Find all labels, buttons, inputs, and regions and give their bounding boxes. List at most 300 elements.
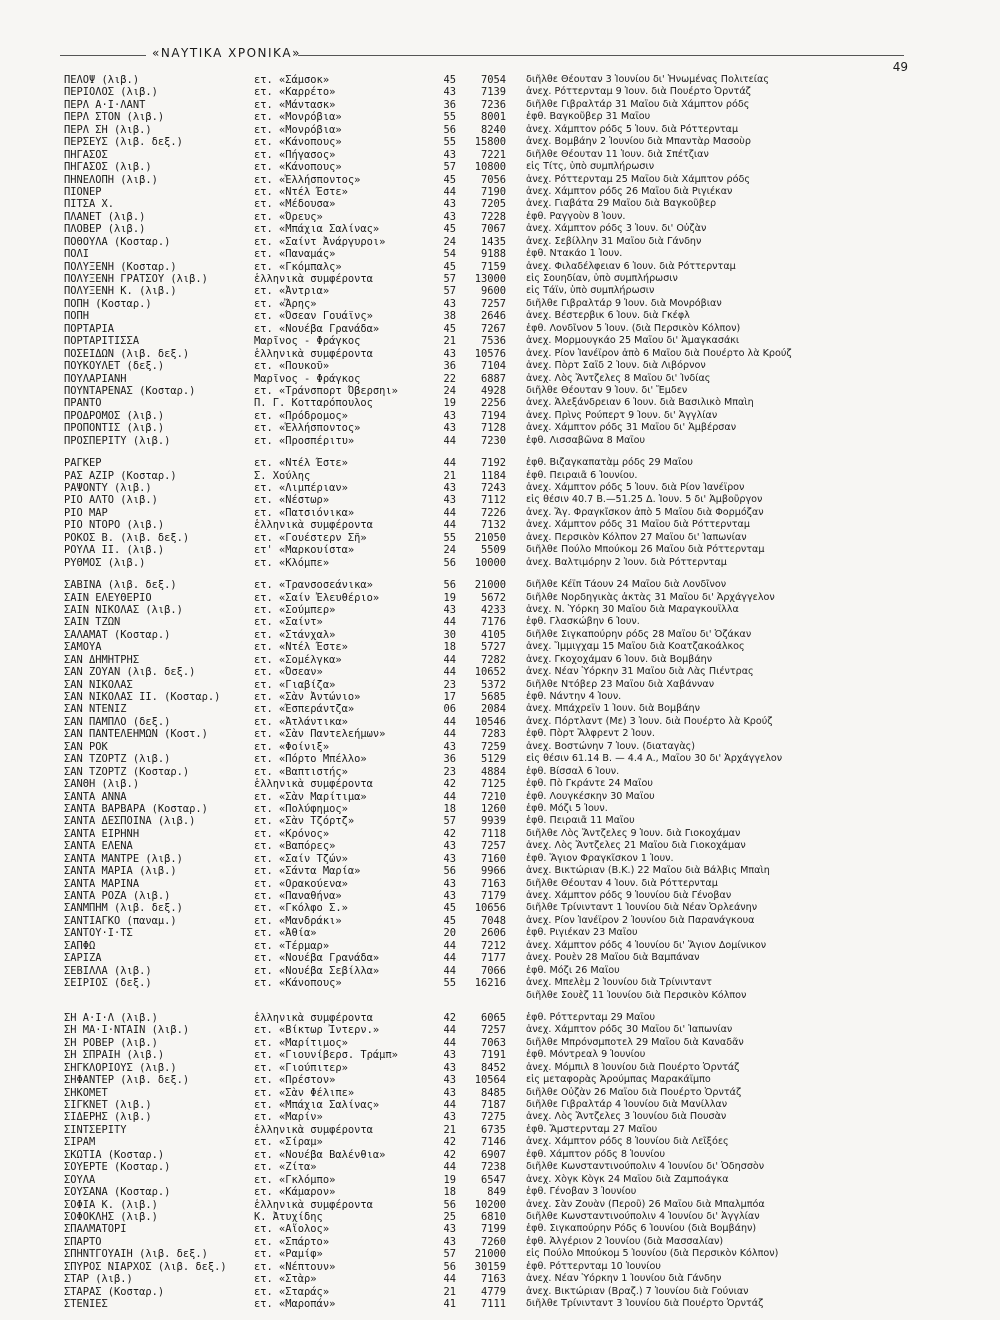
flag-code: 43 bbox=[443, 890, 456, 902]
list-item bbox=[64, 778, 944, 790]
shipowner: ετ. «Παναθήνα» bbox=[254, 890, 342, 902]
tonnage: 7221 bbox=[480, 148, 506, 161]
ship-name: ΣΑΝΤΑ ΕΛΕΝΑ bbox=[64, 840, 133, 853]
flag-code: 43 bbox=[443, 297, 456, 310]
tonnage: 7054 bbox=[480, 74, 506, 86]
ship-name: ΠΙΤΣΑ Χ. bbox=[64, 198, 115, 211]
list-item bbox=[64, 422, 944, 434]
list-item bbox=[64, 532, 944, 544]
shipowner: ετ. «Ορακούενα» bbox=[254, 877, 348, 890]
list-item bbox=[64, 360, 944, 372]
flag-code: 56 bbox=[443, 123, 456, 136]
list-item bbox=[64, 579, 944, 591]
position-info: ἐφθ. Σιγκαπούρην Ρόδς 6 Ἰουνίου (διὰ Βομβάην) bbox=[526, 1223, 757, 1235]
shipowner: ετ. «Νέπτουν» bbox=[254, 1260, 336, 1273]
ship-name: ΠΗΝΕΛΟΠΗ (λιβ.) bbox=[64, 173, 158, 186]
list-item bbox=[64, 691, 944, 703]
list-item bbox=[64, 766, 944, 778]
flag-code: 44 bbox=[443, 790, 456, 803]
flag-code: 36 bbox=[443, 98, 456, 111]
tonnage: 2646 bbox=[480, 310, 506, 323]
flag-code: 18 bbox=[443, 1186, 456, 1199]
shipowner: ετ. «Τέρμαρ» bbox=[254, 939, 330, 952]
position-info: ἐφθ. Πὸ Γκράντε 24 Μαΐου bbox=[526, 778, 653, 790]
position-info: εἰς θέσιν 61.14 Β. — 4.4 Α., Μαΐου 30 δι' Ἀρχάγγελον bbox=[526, 753, 783, 765]
list-item bbox=[64, 174, 944, 186]
ship-name: ΣΑΝ ΝΙΚΟΛΑΣ ΙΙ. (Κοσταρ.) bbox=[64, 691, 221, 703]
position-info: ἀνεχ. Γιαβάτα 29 Μαΐου διὰ Βαγκοῦβερ bbox=[526, 198, 717, 210]
flag-code: 18 bbox=[443, 802, 456, 815]
flag-code: 57 bbox=[443, 1248, 456, 1261]
flag-code: 43 bbox=[443, 1049, 456, 1062]
list-item bbox=[64, 385, 944, 397]
shipowner: ετ. «Τρανσοσεάνικα» bbox=[254, 579, 373, 592]
tonnage bbox=[456, 990, 510, 1002]
ship-name: ΠΟΡΤΑΡΙΑ bbox=[64, 322, 115, 335]
ship-name: ΠΟΛΥΞΕΝΗ Κ. (λιβ.) bbox=[64, 285, 177, 298]
list-item bbox=[64, 1099, 944, 1111]
flag-code: 43 bbox=[443, 740, 456, 753]
list-item bbox=[64, 1211, 944, 1223]
ship-name: ΣΙΔΕΡΗΣ (λιβ.) bbox=[64, 1111, 152, 1124]
list-item bbox=[64, 124, 944, 136]
position-info: διῆλθε Σουὲζ 11 Ἰουνίου διὰ Περσικὸν Κόλπον bbox=[526, 989, 747, 1001]
ship-name: ΠΟΡΤΑΡΙΤΙΣΣΑ bbox=[64, 335, 140, 348]
shipowner: ετ. «Κλόμπε» bbox=[254, 556, 330, 569]
flag-code: 42 bbox=[443, 827, 456, 840]
list-item bbox=[64, 815, 944, 827]
position-info: ἐφθ. Πειραιᾶ 6 Ἰουνίου. bbox=[526, 469, 638, 481]
list-item bbox=[64, 323, 944, 335]
flag-code: 43 bbox=[443, 1223, 456, 1236]
list-item bbox=[64, 470, 944, 482]
tonnage: 5672 bbox=[480, 591, 506, 604]
flag-code: 45 bbox=[443, 74, 456, 86]
ship-name: ΣΑΝ ΤΖΟΡΤΖ (Κοσταρ.) bbox=[64, 765, 190, 778]
position-info: εἰς Σουηδίαν, ὑπὸ συμπλήρωσιν bbox=[526, 273, 678, 284]
flag-code: 44 bbox=[443, 616, 456, 629]
ship-name: ΡΑΨΟΝΤΥ (λιβ.) bbox=[64, 482, 152, 494]
position-info: ἀνεχ. Χάμπτον ρόδς 9 Ἰουνίου διὰ Γένοβαν bbox=[526, 890, 732, 901]
ship-name: ΠΛΟΒΕΡ (λιβ.) bbox=[64, 223, 146, 236]
position-info: διῆλθε Σιγκαπούρην ρόδς 28 Μαΐου δι' Ὀζάκαν bbox=[526, 628, 752, 640]
tonnage: 7230 bbox=[480, 434, 506, 447]
list-item bbox=[64, 1286, 944, 1298]
tonnage: 7139 bbox=[480, 86, 506, 99]
shipowner: ετ. «Μπάχια Σαλίνας» bbox=[254, 223, 380, 236]
ship-name: ΣΑΠΦΩ bbox=[64, 939, 96, 952]
tonnage: 8001 bbox=[480, 111, 506, 124]
flag-code: 24 bbox=[443, 235, 456, 248]
shipowner: ετ. «Σπάρτο» bbox=[254, 1235, 330, 1248]
position-info: ἀνεχ. Χάμπτον ρόδς 31 Μαΐου δι' Ἀμβέρσαν bbox=[526, 422, 737, 434]
ship-name: ΣΑΝ ΠΑΜΠΛΟ (δεξ.) bbox=[64, 715, 171, 728]
list-item bbox=[64, 435, 944, 447]
shipowner: ετ. «Έσπεράντζα» bbox=[254, 703, 355, 716]
ship-name: ΣΗ ΣΠΡΑΙΗ (λιβ.) bbox=[64, 1049, 165, 1062]
ship-name: ΣΑΜΟΥΑ bbox=[64, 641, 102, 654]
tonnage: 10000 bbox=[474, 556, 506, 569]
shipowner: ετ. «Παναμάς» bbox=[254, 248, 336, 261]
tonnage: 30159 bbox=[474, 1260, 506, 1273]
list-item bbox=[64, 285, 944, 297]
flag-code: 42 bbox=[443, 778, 456, 791]
position-info: διῆλθε Γιβραλτάρ 31 Μαΐου διὰ Χάμπτον ρόδς bbox=[526, 98, 750, 110]
shipowner: ετ. «Βίκτωρ Ἰντερν.» bbox=[254, 1024, 380, 1037]
ship-name: ΣΑΝΘΗ (λιβ.) bbox=[64, 778, 140, 791]
list-item bbox=[64, 902, 944, 914]
position-info: ἐφθ. Ἅγιον Φραγκῖσκον 1 Ἰουν. bbox=[526, 852, 674, 864]
ship-name: ΣΠΑΡΤΟ bbox=[64, 1235, 102, 1248]
ship-name: ΣΑΡΙΖΑ bbox=[64, 952, 102, 965]
shipowner: ετ. «Σάμσοκ» bbox=[254, 74, 330, 86]
shipowner: ετ. «Ντέλ Έστε» bbox=[254, 641, 348, 654]
list-item bbox=[64, 1248, 944, 1260]
list-item bbox=[64, 716, 944, 728]
position-info: ἐφθ. Ραγγοὺν 8 Ἰουν. bbox=[526, 210, 626, 222]
ship-name: ΣΑΝ ΝΙΚΟΛΑΣ bbox=[64, 678, 133, 691]
flag-code: 44 bbox=[443, 952, 456, 965]
ship-name: ΣΑΝ ΠΑΝΤΕΛΕΗΜΩΝ (Κοστ.) bbox=[64, 728, 208, 741]
flag-code: 55 bbox=[443, 531, 456, 544]
flag-code: 43 bbox=[443, 1111, 456, 1124]
shipowner: ετ. «Μέδουσα» bbox=[254, 198, 336, 211]
flag-code: 44 bbox=[443, 434, 456, 447]
flag-code: 44 bbox=[443, 1273, 456, 1286]
flag-code: 44 bbox=[443, 715, 456, 728]
position-info: ἀνεχ. Φιλαδέλφειαν 6 Ἰουν. διὰ Ρόττερνταμ bbox=[526, 260, 736, 272]
flag-code: 55 bbox=[443, 136, 456, 149]
tonnage: 7257 bbox=[480, 840, 506, 853]
list-item bbox=[64, 1174, 944, 1186]
shipowner: ετ. «Μανδράκι» bbox=[254, 914, 342, 927]
ship-name: ΠΕΡΛ ΣΗ (λιβ.) bbox=[64, 123, 152, 136]
position-info: ἀνεχ. Ρόττερνταμ 25 Μαΐου διὰ Χάμπτον ρόδς bbox=[526, 173, 750, 185]
position-info: ἐφθ. Πὸρτ Ἄλφρεντ 2 Ἰουν. bbox=[526, 728, 655, 740]
list-item bbox=[64, 1037, 944, 1049]
header-rule-right bbox=[298, 55, 904, 56]
tonnage: 10546 bbox=[474, 715, 506, 728]
flag-code: 43 bbox=[443, 347, 456, 360]
tonnage: 6907 bbox=[480, 1148, 506, 1161]
list-item bbox=[64, 1161, 944, 1173]
list-item bbox=[64, 348, 944, 360]
ship-name: ΣΕΙΡΙΟΣ (δεξ.) bbox=[64, 977, 152, 990]
position-info: διῆλθε Μπρόνσμποτελ 29 Μαΐου διὰ Καναδᾶν bbox=[526, 1036, 744, 1048]
shipowner: ετ. «Σὰν Ἀντώνιο» bbox=[254, 691, 361, 703]
shipowner: ετ. «Μπάχια Σαλίνας» bbox=[254, 1099, 380, 1111]
list-item bbox=[64, 1149, 944, 1161]
flag-code: 41 bbox=[443, 1298, 456, 1310]
list-item bbox=[64, 298, 944, 310]
list-item bbox=[64, 977, 944, 989]
shipowner: ετ. «Μαρίν» bbox=[254, 1111, 323, 1124]
tonnage: 7125 bbox=[480, 778, 506, 791]
ship-name: ΣΠΥΡΟΣ ΝΙΑΡΧΟΣ (λιβ. δεξ.) bbox=[64, 1260, 227, 1273]
position-info: διῆλθε Λὸς Ἄντζελες 9 Ἰουν. διὰ Γιοκοχάμαν bbox=[526, 827, 741, 839]
tonnage: 7163 bbox=[480, 877, 506, 890]
shipowner: ετ. «Λιμπέριαν» bbox=[254, 482, 348, 494]
shipowner: ετ. «Κάμαρον» bbox=[254, 1186, 336, 1199]
shipowner: ετ. «Σαίντ Ἀνάργυροι» bbox=[254, 235, 386, 248]
tonnage: 4233 bbox=[480, 603, 506, 616]
position-info: εἰς θέσιν 40.7 Β.—51.25 Δ. Ἰουν. 5 δι' Ἀμβοῦργον bbox=[526, 494, 763, 506]
position-info: ἐφθ. Μόντρεαλ 9 Ἰουνίου bbox=[526, 1049, 646, 1061]
shipowner: ετ. «Μονρόβια» bbox=[254, 111, 342, 124]
tonnage: 8452 bbox=[480, 1061, 506, 1074]
ship-name: ΣΑΒΙΝΑ (λιβ. δεξ.) bbox=[64, 579, 177, 592]
position-info: ἀνεχ. Μπάχρεϊν 1 Ἰουν. διὰ Βομβάην bbox=[526, 703, 700, 715]
shipowner: ἑλληνικὰ συμφέροντα bbox=[254, 347, 373, 360]
position-info: ἀνεχ. Βικτώριαν (Βραζ.) 7 Ἰουνίου διὰ Γούνιαν bbox=[526, 1285, 749, 1297]
header-rule-left bbox=[60, 55, 146, 56]
ship-name: ΡΟΚΟΣ Β. (λιβ. δεξ.) bbox=[64, 531, 190, 544]
position-info: διῆλθε Θέουταν 11 Ἰουν. διὰ Σπέτζιαν bbox=[526, 148, 709, 160]
tonnage: 7067 bbox=[480, 223, 506, 236]
position-info: ἀνεχ. Νέαν Ὑόρκην 1 Ἰουνίου διὰ Γάνδην bbox=[526, 1273, 722, 1285]
shipowner: ετ. «Νουέβα Σεβίλλα» bbox=[254, 964, 380, 977]
ship-name: ΣΗΦΑΝΤΕΡ (λιβ. δεξ.) bbox=[64, 1074, 190, 1087]
position-info: ἀνεχ. Ρίον Ἰανέϊρον ἀπὸ 6 Μαΐου διὰ Πουέρτο λὰ Κρούζ bbox=[526, 347, 792, 359]
tonnage: 8240 bbox=[480, 123, 506, 136]
list-item bbox=[64, 679, 944, 691]
position-info: ἀνεχ. Βαλτιμόρην 2 Ἰουν. διὰ Ρόττερνταμ bbox=[526, 556, 727, 568]
flag-code: 43 bbox=[443, 494, 456, 507]
tonnage: 7194 bbox=[480, 409, 506, 422]
ship-name: ΠΟΥΝΤΑΡΕΝΑΣ (Κοσταρ.) bbox=[64, 384, 196, 397]
tonnage: 7236 bbox=[480, 98, 506, 111]
shipowner: ετ. «Μονρόβια» bbox=[254, 123, 342, 136]
shipowner: ετ. «Ντέλ Έστε» bbox=[254, 457, 348, 470]
flag-code: 44 bbox=[443, 939, 456, 952]
tonnage: 7187 bbox=[480, 1099, 506, 1111]
ship-name: ΣΑΝΤΑ ΜΑΝΤΡΕ (λιβ.) bbox=[64, 852, 183, 865]
tonnage: 4928 bbox=[480, 384, 506, 397]
flag-code: 45 bbox=[443, 173, 456, 186]
ship-group bbox=[64, 579, 944, 1002]
position-info: ἀνεχ. Βέστερβικ 6 Ἰουν. διὰ Γκέφλ bbox=[526, 310, 690, 322]
list-item bbox=[64, 198, 944, 210]
flag-code: 44 bbox=[443, 666, 456, 679]
tonnage: 4779 bbox=[480, 1285, 506, 1298]
ship-name: ΡΙΟ ΜΑΡ bbox=[64, 506, 108, 519]
position-info: ἐφθ. Βιζαγκαπατὰμ ρόδς 29 Μαΐου bbox=[526, 457, 693, 469]
ship-name: ΣΑΝ ΖΟΥΑΝ (λιβ. δεξ.) bbox=[64, 666, 196, 679]
position-info: διῆλθε Κωνσταντινούπολιν 4 Ἰουνίου δι' Ἀγγλίαν bbox=[526, 1210, 760, 1222]
ship-name: ΠΡΟΔΡΟΜΟΣ (λιβ.) bbox=[64, 409, 165, 422]
flag-code: 24 bbox=[443, 544, 456, 557]
shipowner: ετ. «Γουέστερν Σῆ» bbox=[254, 531, 367, 544]
list-item bbox=[64, 1298, 944, 1310]
list-item bbox=[64, 86, 944, 98]
flag-code: 57 bbox=[443, 285, 456, 298]
list-item bbox=[64, 261, 944, 273]
ship-name: ΣΑΝΤΑ ΒΑΡΒΑΡΑ (Κοσταρ.) bbox=[64, 802, 208, 815]
list-item bbox=[64, 604, 944, 616]
flag-code: 23 bbox=[443, 765, 456, 778]
flag-code: 54 bbox=[443, 248, 456, 261]
tonnage: 7104 bbox=[480, 360, 506, 373]
position-info: ἐφθ. Πειραιᾶ 11 Μαΐου bbox=[526, 815, 635, 827]
position-info: διῆλθε Οὐζὰν 26 Μαΐου διὰ Πουέρτο Ὀρντάζ bbox=[526, 1086, 742, 1098]
ship-name: ΣΠΗΝΤΓΟΥΑΙΗ (λιβ. δεξ.) bbox=[64, 1248, 208, 1261]
list-item bbox=[64, 703, 944, 715]
position-info: ἀνεχ. Γκοχοχάμαν 6 Ἰουν. διὰ Βομβάην bbox=[526, 653, 713, 665]
list-item bbox=[64, 74, 944, 86]
list-item bbox=[64, 494, 944, 506]
ship-name: ΠΕΡΛ Α·Ι·ΛΑΝΤ bbox=[64, 98, 146, 111]
shipowner: ετ. «Γιαβίζα» bbox=[254, 678, 336, 691]
position-info: διῆλθε Γιβραλτάρ 9 Ἰουν. διὰ Μονρόβιαν bbox=[526, 297, 722, 309]
list-item bbox=[64, 1074, 944, 1086]
list-item bbox=[64, 335, 944, 347]
list-item bbox=[64, 915, 944, 927]
shipowner: ετ. «Γιουνίβερσ. Τράμπ» bbox=[254, 1049, 398, 1062]
ship-name: ΣΑΝΤΑ ΑΝΝΑ bbox=[64, 790, 127, 803]
flag-code: 43 bbox=[443, 1074, 456, 1087]
ship-name: ΡΥΘΜΟΣ (λιβ.) bbox=[64, 556, 146, 569]
tonnage: 7111 bbox=[480, 1298, 506, 1310]
ship-name: ΣΑΝΤΑ ΡΟΖΑ (λιβ.) bbox=[64, 890, 171, 902]
position-info: ἐφθ. Ριγιέκαν 23 Μαΐου bbox=[526, 927, 638, 939]
tonnage: 10564 bbox=[474, 1074, 506, 1087]
position-info: ἀνεχ. Νέαν Ὑόρκην 31 Μαΐου διὰ Λὰς Πιέντρας bbox=[526, 666, 754, 678]
list-item bbox=[64, 1087, 944, 1099]
list-item bbox=[64, 457, 944, 469]
flag-code: 44 bbox=[443, 1099, 456, 1111]
ship-name: ΡΟΥΛΑ ΙΙ. (λιβ.) bbox=[64, 544, 165, 557]
ship-name: ΣΑΙΝ ΕΛΕΥΘΕΡΙΟ bbox=[64, 591, 152, 604]
tonnage: 4105 bbox=[480, 628, 506, 641]
flag-code: 44 bbox=[443, 653, 456, 666]
shipowner: ετ. «Σίραμ» bbox=[254, 1136, 323, 1149]
flag-code: 22 bbox=[443, 372, 456, 385]
shipowner: ετ. «Σταράς» bbox=[254, 1285, 330, 1298]
ship-name: ΣΑΝ ΝΤΕΝΙΖ bbox=[64, 703, 127, 716]
list-item bbox=[64, 629, 944, 641]
shipowner: ἑλληνικὰ συμφέροντα bbox=[254, 519, 373, 532]
ship-name: ΠΟΛΥΞΕΝΗ (Κοσταρ.) bbox=[64, 260, 177, 273]
ship-name: ΠΗΓΑΣΟΣ (λιβ.) bbox=[64, 161, 152, 174]
flag-code: 44 bbox=[443, 1036, 456, 1049]
tonnage: 5685 bbox=[480, 691, 506, 703]
shipowner: ετ. «Όρευς» bbox=[254, 210, 323, 223]
flag-code: 24 bbox=[443, 384, 456, 397]
ship-group bbox=[64, 457, 944, 569]
flag-code: 21 bbox=[443, 335, 456, 348]
tonnage: 7048 bbox=[480, 914, 506, 927]
tonnage: 10656 bbox=[474, 902, 506, 915]
shipowner: ετ. «Ἑλλήσποντος» bbox=[254, 422, 361, 435]
flag-code: 36 bbox=[443, 360, 456, 373]
shipowner: ετ. «Καρρέτο» bbox=[254, 86, 336, 99]
flag-code: 43 bbox=[443, 86, 456, 99]
position-info: διῆλθε Κωνσταντινούπολιν 4 Ἰουνίου δι' Ὀδησσὸν bbox=[526, 1161, 765, 1173]
tonnage: 7238 bbox=[480, 1161, 506, 1174]
shipowner: ετ. «Ἑλλήσποντος» bbox=[254, 173, 361, 186]
flag-code: 56 bbox=[443, 1198, 456, 1211]
tonnage: 7275 bbox=[480, 1111, 506, 1124]
position-info: διῆλθε Θέουταν 9 Ἰουν. δι' Ἔμδεν bbox=[526, 384, 688, 396]
shipowner: ἑλληνικὰ συμφέροντα bbox=[254, 778, 373, 791]
shipowner: ἑλληνικὰ συμφέροντα bbox=[254, 273, 373, 285]
ship-name: ΣΙΓΚΝΕΤ (λιβ.) bbox=[64, 1099, 152, 1111]
flag-code: 17 bbox=[443, 691, 456, 703]
ship-name: ΠΡΟΣΠΕΡΙΤΥ (λιβ.) bbox=[64, 434, 171, 447]
tonnage: 7177 bbox=[480, 952, 506, 965]
position-info: ἐφθ. Ἀλγέριον 2 Ἰουνίου (διὰ Μασσαλίαν) bbox=[526, 1235, 724, 1247]
position-info: ἀνεχ. Λὸς Ἄντζελες 21 Μαΐου διὰ Γιοκοχάμαν bbox=[526, 840, 746, 852]
tonnage: 7192 bbox=[480, 457, 506, 470]
position-info: ἀνεχ. Μπελὲμ 2 Ἰουνίου διὰ Τρίνινταντ bbox=[526, 977, 712, 989]
page-number: 49 bbox=[892, 60, 908, 74]
position-info: ἀνεχ. Χὸγκ Κὸγκ 24 Μαΐου διὰ Ζαμποάγκα bbox=[526, 1173, 729, 1185]
list-item bbox=[64, 853, 944, 865]
ship-name: ΣΤΑΡΑΣ (Κοσταρ.) bbox=[64, 1285, 165, 1298]
tonnage: 7205 bbox=[480, 198, 506, 211]
tonnage: 7190 bbox=[480, 185, 506, 198]
ship-name: ΠΡΟΠΟΝΤΙΣ (λιβ.) bbox=[64, 422, 165, 435]
list-item bbox=[64, 666, 944, 678]
tonnage: 849 bbox=[487, 1186, 506, 1199]
position-info: ἀνεχ. Χάμπτον ρόδς 31 Μαΐου διὰ Ρόττερνταμ bbox=[526, 519, 750, 531]
tonnage: 7112 bbox=[480, 494, 506, 507]
shipowner: ετ. «Σὰν Μαρίτιμα» bbox=[254, 790, 367, 803]
ship-name: ΠΟΛΙ bbox=[64, 248, 90, 261]
ship-name: ΣΗ ΡΟΒΕΡ (λιβ.) bbox=[64, 1036, 158, 1049]
shipowner: Μαρῖνος - Φράγκος bbox=[254, 372, 361, 385]
tonnage: 7056 bbox=[480, 173, 506, 186]
position-info: διῆλθε Πούλο Μπούκομ 26 Μαΐου διὰ Ρόττερνταμ bbox=[526, 544, 765, 556]
shipowner: Κ. Ἀτυχίδης bbox=[254, 1210, 323, 1223]
position-info: ἀνεχ. Βικτώριαν (Β.Κ.) 22 Μαΐου διὰ Βάλβις Μπαὶη bbox=[526, 865, 770, 877]
ship-name: ΠΟΥΚΟΥΛΕΤ (δεξ.) bbox=[64, 360, 165, 373]
position-info: ἀνεχ. Μόμπιλ 8 Ἰουνίου διὰ Πουέρτο Ὀρντάζ bbox=[526, 1061, 740, 1073]
position-info: ἀνεχ. Χάμπτον ρόδς 5 Ἰουν. διὰ Ρόττερνταμ bbox=[526, 123, 739, 135]
flag-code: 43 bbox=[443, 840, 456, 853]
tonnage: 7257 bbox=[480, 1024, 506, 1037]
shipowner: ετ. «Βαπόρες» bbox=[254, 840, 336, 853]
flag-code: 06 bbox=[443, 703, 456, 716]
list-item bbox=[64, 482, 944, 494]
shipowner: ετ. «Σὰν Παντελεήμων» bbox=[254, 728, 386, 741]
flag-code: 43 bbox=[443, 1061, 456, 1074]
position-info: ἐφθ. Ἄμστερνταμ 27 Μαΐου bbox=[526, 1123, 658, 1135]
shipowner: ετ. «Σὰν Φέλιπε» bbox=[254, 1086, 355, 1099]
list-item bbox=[64, 865, 944, 877]
shipowner: ετ. «Σὰν Τζόρτζ» bbox=[254, 815, 355, 828]
list-item bbox=[64, 373, 944, 385]
tonnage: 5727 bbox=[480, 641, 506, 654]
position-info: ἀνεχ. Βομβάην 2 Ἰουνίου διὰ Μπαντὰρ Μασοὺρ bbox=[526, 136, 751, 148]
ship-name: ΣΠΑΛΜΑΤΟΡΙ bbox=[64, 1223, 127, 1236]
flag-code: 19 bbox=[443, 397, 456, 410]
list-item bbox=[64, 741, 944, 753]
shipowner: ετ. «Όσεαν Γουάϊνς» bbox=[254, 310, 373, 323]
list-item bbox=[64, 654, 944, 666]
shipowner: ετ. «Νουέβα Βαλένθια» bbox=[254, 1148, 386, 1161]
shipowner: ετ. «Γκλόμπο» bbox=[254, 1173, 336, 1186]
flag-code: 45 bbox=[443, 322, 456, 335]
flag-code: 44 bbox=[443, 1024, 456, 1037]
tonnage: 7132 bbox=[480, 519, 506, 532]
ship-name: ΣΑΝΤΟΥ·Ι·ΤΣ bbox=[64, 927, 133, 940]
tonnage: 1260 bbox=[480, 802, 506, 815]
list-item bbox=[64, 236, 944, 248]
position-info: ἐφθ. Γένοβαν 3 Ἰουνίου bbox=[526, 1186, 637, 1198]
shipowner: ετ. «Πολύφημος» bbox=[254, 802, 348, 815]
flag-code: 42 bbox=[443, 1136, 456, 1149]
